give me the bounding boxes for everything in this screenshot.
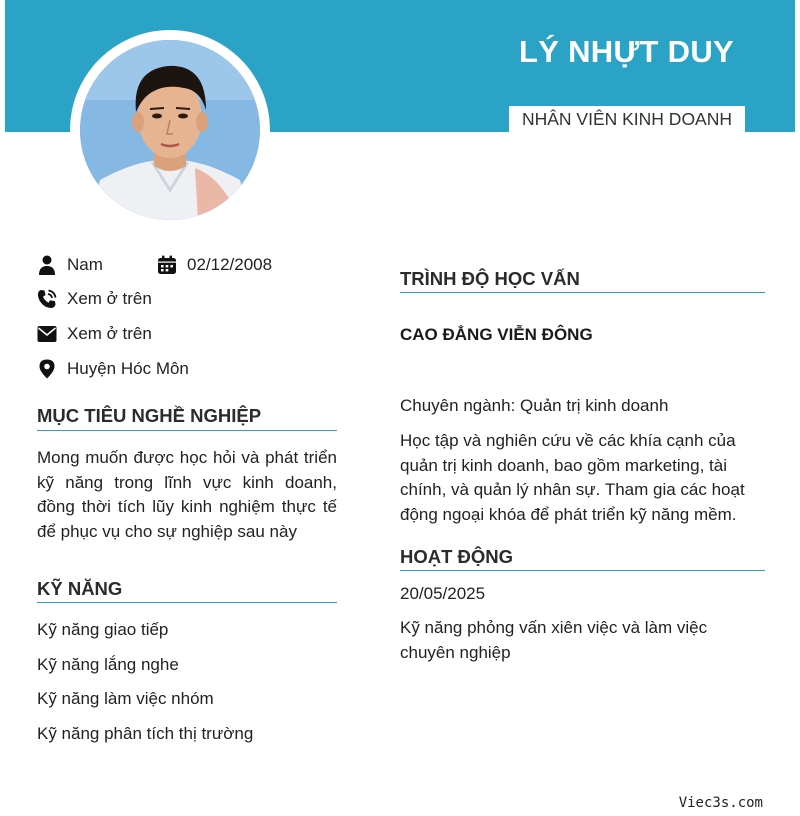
email-row	[37, 324, 152, 344]
address-value: Huyện Hóc Môn	[67, 359, 189, 378]
objective-heading: MỤC TIÊU NGHỀ NGHIỆP	[37, 405, 262, 426]
job-title: NHÂN VIÊN KINH DOANH	[521, 109, 733, 129]
avatar-photo	[80, 40, 260, 220]
skill-item: Kỹ năng giao tiếp	[37, 620, 169, 639]
avatar	[80, 40, 260, 220]
email-value: Xem ở trên	[67, 324, 152, 343]
activity-date: 20/05/2025	[400, 584, 486, 603]
objective-text: Mong muốn được học hỏi và phát triển kỹ năng trong lĩnh vực kinh doanh, đồng thời tích lũy kinh nghiệm thực tế để phục vụ cho sự nghiệp sau này	[37, 448, 337, 541]
skill-item: Kỹ năng làm việc nhóm	[37, 689, 214, 708]
candidate-name: LÝ NHỰT DUY	[518, 34, 734, 69]
activities-divider	[400, 570, 765, 571]
birthdate-row	[157, 255, 272, 275]
education-divider	[400, 292, 765, 293]
phone-icon	[37, 289, 57, 309]
education-heading: TRÌNH ĐỘ HỌC VẤN	[400, 268, 580, 289]
address-row	[37, 359, 189, 379]
skills-heading: KỸ NĂNG	[37, 578, 123, 599]
objective-divider	[37, 430, 337, 431]
phone-value: Xem ở trên	[67, 289, 152, 308]
activities-heading: HOẠT ĐỘNG	[400, 546, 514, 567]
envelope-icon	[37, 324, 57, 344]
skill-item: Kỹ năng lắng nghe	[37, 655, 179, 674]
education-major: Chuyên ngành: Quản trị kinh doanh	[400, 396, 669, 415]
site-watermark: Viec3s.com	[678, 795, 763, 811]
skill-item: Kỹ năng phân tích thị trường	[37, 724, 254, 743]
phone-row	[37, 289, 152, 309]
education-description: Học tập và nghiên cứu về các khía cạnh của quản trị kinh doanh, bao gồm marketing, tài chính, và quản lý nhân sự. Tham gia các hoạt động ngoại khóa để phát triển kỹ năng mềm.	[400, 431, 745, 524]
birthdate-value: 02/12/2008	[187, 255, 273, 274]
school-name: CAO ĐẲNG VIỄN ĐÔNG	[400, 325, 593, 344]
person-icon	[37, 255, 57, 275]
gender-value: Nam	[67, 255, 103, 274]
calendar-icon	[157, 255, 177, 275]
job-title-box	[509, 106, 745, 132]
location-pin-icon	[37, 359, 57, 379]
activity-description: Kỹ năng phỏng vấn xiên việc và làm việc chuyên nghiệp	[400, 618, 708, 662]
gender-row	[37, 255, 103, 275]
skills-divider	[37, 602, 337, 603]
